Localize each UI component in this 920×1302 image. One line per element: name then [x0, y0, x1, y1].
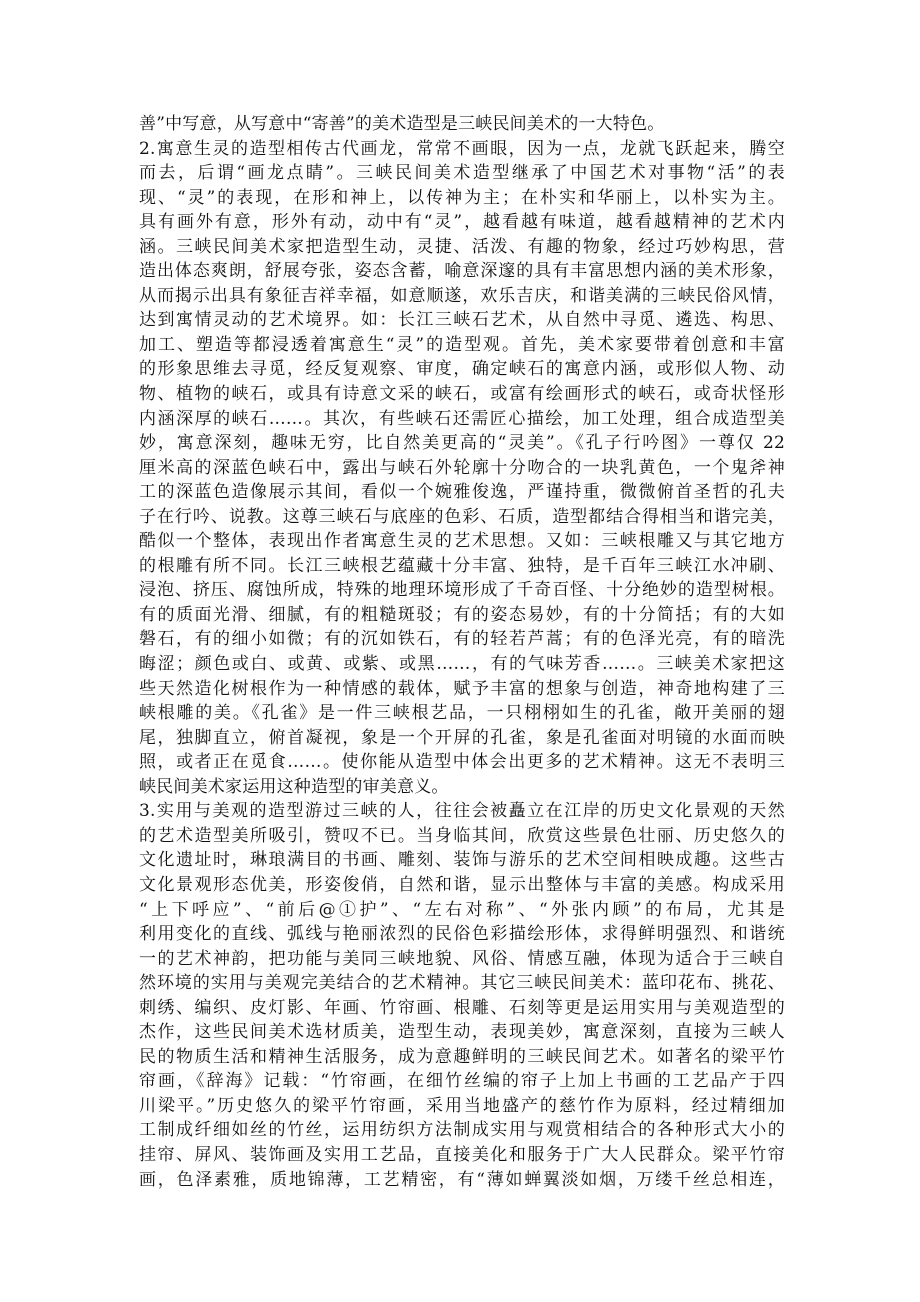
text-line: 尾，独脚直立，俯首凝视，象是一个开屏的孔雀，象是孔雀面对明镜的水面而映: [139, 727, 785, 748]
text-line: 利用变化的直线、弧线与艳丽浓烈的民俗色彩描绘形体，求得鲜明强烈、和谐统: [139, 924, 785, 945]
text-line: 杰作，这些民间美术选材质美，造型生动，表现美妙，寓意深刻，直接为三峡人: [139, 1022, 785, 1043]
text-line: 内涵深厚的峡石……。其次，有些峡石还需匠心描绘，加工处理，组合成造型美: [139, 408, 785, 429]
text-line: “上下呼应”、“前后@①护”、“左右对称”、“外张内顾”的布局，尤其是: [139, 899, 785, 920]
text-line: 画，色泽素雅，质地锦薄，工艺精密，有“薄如蝉翼淡如烟，万缕千丝总相连，: [139, 1169, 785, 1190]
text-line: 工的深蓝色造像展示其间，看似一个婉雅俊逸，严谨持重，微微俯首圣哲的孔夫: [139, 482, 785, 503]
text-line: 帘画，《辞海》记载：“竹帘画，在细竹丝编的帘子上加上书画的工艺品产于四: [139, 1071, 785, 1092]
text-line: 有的质面光滑、细腻，有的粗糙斑驳；有的姿态易妙，有的十分简括；有的大如: [139, 604, 785, 625]
text-line: 厘米高的深蓝色峡石中，露出与峡石外轮廓十分吻合的一块乳黄色，一个鬼斧神: [139, 457, 785, 478]
text-line: 涵。三峡民间美术家把造型生动，灵捷、活泼、有趣的物象，经过巧妙构思，营: [139, 236, 785, 257]
text-line: 子在行吟、说教。这尊三峡石与底座的色彩、石质，造型都结合得相当和谐完美，: [139, 506, 785, 527]
text-line: 一的艺术神韵，把功能与美同三峡地貌、风俗、情感互融，体现为适合于三峡自: [139, 948, 785, 969]
text-line: 妙，寓意深刻，趣味无穷，比自然美更高的“灵美”。《孔子行吟图》一尊仅 22: [139, 433, 785, 454]
text-line: 的艺术造型美所吸引，赞叹不已。当身临其间，欣赏这些景色壮丽、历史悠久的: [139, 825, 785, 846]
text-line: 3.实用与美观的造型游过三峡的人，往往会被矗立在江岸的历史文化景观的天然: [139, 801, 785, 822]
text-line: 现、“灵”的表现，在形和神上，以传神为主；在朴实和华丽上，以朴实为主。: [139, 187, 785, 208]
text-line: 然环境的实用与美观完美结合的艺术精神。其它三峡民间美术：蓝印花布、挑花、: [139, 973, 785, 994]
text-line: 物、植物的峡石，或具有诗意文采的峡石，或富有绘画形式的峡石，或奇状怪形: [139, 384, 785, 405]
text-line: 磐石，有的细小如微；有的沉如铁石，有的轻若芦蒿；有的色泽光亮，有的暗洗: [139, 629, 785, 650]
text-line: 峡民间美术家运用这种造型的审美意义。: [139, 776, 449, 797]
text-line: 川梁平。”历史悠久的梁平竹帘画，采用当地盛产的慈竹作为原料，经过精细加: [139, 1095, 785, 1116]
text-line: 些天然造化树根作为一种情感的载体，赋予丰富的想象与创造，神奇地构建了三: [139, 678, 785, 699]
text-line: 的形象思维去寻觅，经反复观察、审度，确定峡石的寓意内涵，或形似人物、动: [139, 359, 785, 380]
text-line: 造出体态爽朗，舒展夸张，姿态含蓄，喻意深邃的具有丰富思想内涵的美术形象，: [139, 261, 785, 282]
text-line: 具有画外有意，形外有动，动中有“灵”，越看越有味道，越看越精神的艺术内: [139, 212, 785, 233]
text-line: 达到寓情灵动的艺术境界。如：长江三峡石艺术，从自然中寻觅、遴选、构思、: [139, 310, 785, 331]
text-line: 酷似一个整体，表现出作者寓意生灵的艺术思想。又如：三峡根雕又与其它地方: [139, 531, 785, 552]
text-line: 峡根雕的美。《孔雀》是一件三峡根艺品，一只栩栩如生的孔雀，敞开美丽的翅: [139, 703, 785, 724]
text-line: 文化遗址时，琳琅满目的书画、雕刻、装饰与游乐的艺术空间相映成趣。这些古: [139, 850, 785, 871]
text-line: 加工、塑造等都浸透着寓意生“灵”的造型观。首先，美术家要带着创意和丰富: [139, 334, 785, 355]
text-line: 2.寓意生灵的造型相传古代画龙，常常不画眼，因为一点，龙就飞跃起来，腾空: [139, 138, 785, 159]
text-line: 的根雕有所不同。长江三峡根艺蕴藏十分丰富、独特，是千百年三峡江水冲刷、: [139, 555, 785, 576]
text-line: 善”中写意，从写意中“寄善”的美术造型是三峡民间美术的一大特色。: [139, 114, 665, 134]
body-text: [139, 112, 785, 1192]
text-line: 浸泡、挤压、腐蚀所成，特殊的地理环境形成了千奇百怪、十分绝妙的造型树根。: [139, 580, 785, 601]
text-line: 工制成纤细如丝的竹丝，运用纺织方法制成实用与观赏相结合的各种形式大小的: [139, 1120, 785, 1141]
text-line: 而去，后谓“画龙点睛”。三峡民间美术造型继承了中国艺术对事物“活”的表: [139, 163, 785, 184]
text-line: 晦涩；颜色或白、或黄、或紫、或黑……，有的气味芳香……。三峡美术家把这: [139, 654, 785, 675]
text-line: 从而揭示出具有象征吉祥幸福，如意顺遂，欢乐吉庆，和谐美满的三峡民俗风情，: [139, 285, 785, 306]
text-line: 民的物质生活和精神生活服务，成为意趣鲜明的三峡民间艺术。如著名的梁平竹: [139, 1046, 785, 1067]
text-line: 照，或者正在觅食……。使你能从造型中体会出更多的艺术精神。这无不表明三: [139, 752, 785, 773]
text-line: 挂帘、屏风、装饰画及实用工艺品，直接美化和服务于广大人民群众。梁平竹帘: [139, 1144, 785, 1165]
text-line: 文化景观形态优美，形姿俊俏，自然和谐，显示出整体与丰富的美感。构成采用: [139, 874, 785, 895]
text-line: 刺绣、编织、皮灯影、年画、竹帘画、根雕、石刻等更是运用实用与美观造型的: [139, 997, 785, 1018]
